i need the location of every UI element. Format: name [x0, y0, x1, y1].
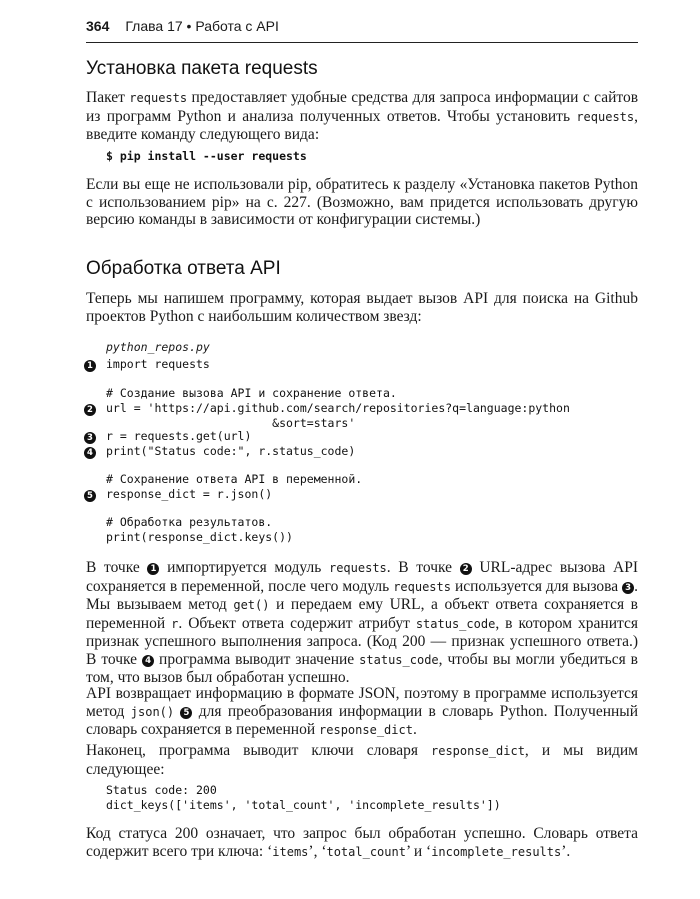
paragraph-status-summary: Код статуса 200 означает, что запрос был обработан успешно. Словарь ответа содержит всего три ключа: ‘items’, ‘total_count’ и ‘incomplete_results’. — [86, 825, 638, 860]
output-line: dict_keys(['items', 'total_count', 'incomplete_results']) — [106, 798, 501, 812]
install-command: $ pip install --user requests — [106, 149, 307, 163]
paragraph-pip-note: Если вы еще не использовали pip, обратитесь к разделу «Установка пакетов Python с использованием pip» на с. 227. (Возможно, вам придется использовать другую версию команды в зависимости от конфигурации системы.) — [86, 176, 638, 228]
code-line: import requests — [106, 357, 210, 371]
marker-4-icon: 4 — [142, 655, 154, 667]
code-line: print("Status code:", r.status_code) — [106, 444, 356, 458]
chapter-title: Глава 17 • Работа с API — [125, 18, 279, 34]
marker-1-icon: 1 — [84, 360, 96, 372]
marker-5-icon: 5 — [84, 490, 96, 502]
marker-5-icon: 5 — [180, 707, 192, 719]
page-number: 364 — [86, 18, 110, 34]
marker-2-icon: 2 — [460, 563, 472, 575]
marker-1-icon: 1 — [147, 563, 159, 575]
code-line: response_dict = r.json() — [106, 487, 273, 501]
section-title-install: Установка пакета requests — [86, 58, 318, 79]
marker-4-icon: 4 — [84, 447, 96, 459]
code-filename: python_repos.py — [106, 340, 210, 354]
marker-3-icon: 3 — [622, 582, 634, 594]
code-line: &sort=stars' — [106, 416, 356, 430]
code-comment: # Сохранение ответа API в переменной. — [106, 472, 363, 486]
code-comment: # Создание вызова API и сохранение ответа. — [106, 386, 397, 400]
paragraph-keys: Наконец, программа выводит ключи словаря response_dict, и мы видим следующее: — [86, 742, 638, 778]
marker-3-icon: 3 — [84, 432, 96, 444]
paragraph-json: API возвращает информацию в формате JSON, поэтому в программе используется метод json() 5 для преобразования информации в словарь Python. Полученный словарь сохраняется в переменной response_dict. — [86, 685, 639, 738]
marker-2-icon: 2 — [84, 404, 96, 416]
running-header — [86, 18, 638, 43]
paragraph-code-explanation: В точке 1 импортируется модуль requests. В точке 2 URL-адрес вызова API сохраняется в переменной, после чего модуль requests используется для вызова 3 . Мы вызываем метод get() и передаем ему URL, а объект ответа сохраняется в переменной r. Объект ответа содержит атрибут status_code, в котором хранится признак успешного выполнения запроса. (Код 200 — признак успешного ответа.) В точке 4 программа выводит значение status_code, чтобы вы могли убедиться в том, что вызов был обработан успешно. — [86, 559, 638, 686]
paragraph-program-intro: Теперь мы напишем программу, которая выдает вызов API для поиска на Github проектов Python с наибольшим количеством звезд: — [86, 290, 638, 325]
code-line: r = requests.get(url) — [106, 429, 252, 443]
paragraph-install-intro: Пакет requests предоставляет удобные средства для запроса информации с сайтов из программ Python и анализа полученных ответов. Чтобы установить requests, введите команду следующего вида: — [86, 89, 639, 143]
section-title-response: Обработка ответа API — [86, 258, 281, 279]
code-comment: # Обработка результатов. — [106, 515, 273, 529]
output-line: Status code: 200 — [106, 783, 217, 797]
code-line: print(response_dict.keys()) — [106, 530, 293, 544]
code-line: url = 'https://api.github.com/search/repositories?q=language:python — [106, 401, 570, 415]
